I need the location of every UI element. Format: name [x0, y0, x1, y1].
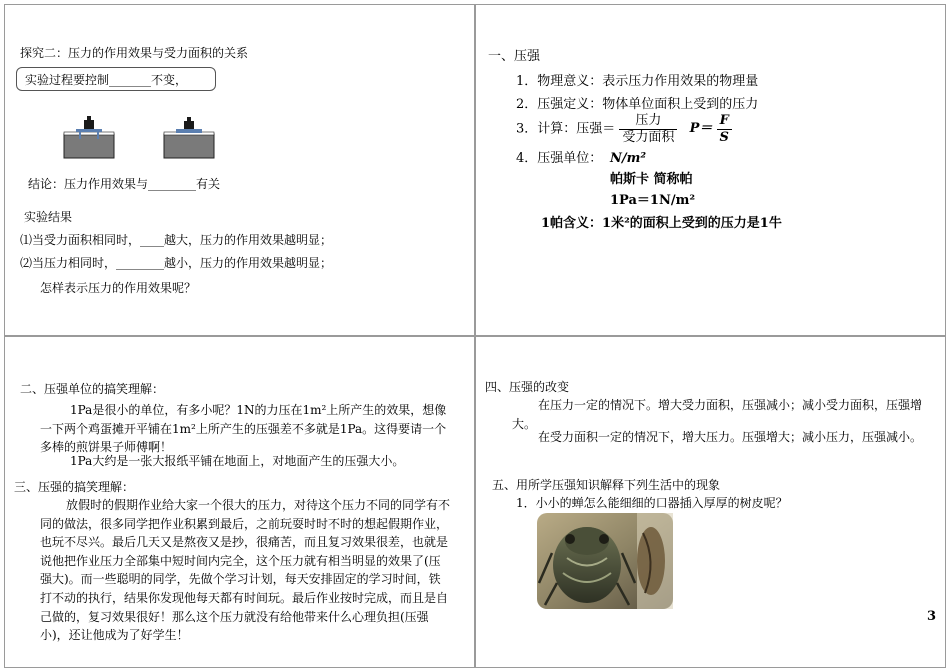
sponge-experiment-illustration [60, 112, 230, 160]
symbol-denominator: S [719, 129, 729, 145]
section-2-heading: 二、压强单位的搞笑理解： [20, 382, 165, 396]
result-item-1: ⑴当受力面积相同时，____越大，压力的作用效果越明显； [20, 233, 333, 247]
symbol-fraction [717, 113, 732, 145]
definition-pressure: 2．压强定义：物体单位面积上受到的压力 [516, 97, 759, 112]
unit-value: N/m² [610, 151, 647, 166]
experiment-title: 探究二：压力的作用效果与受力面积的关系 [20, 46, 249, 60]
symbol-numerator: F [717, 113, 732, 130]
fraction-denominator: 受力面积 [622, 129, 675, 145]
pressure-heading: 一、压强 [488, 49, 541, 64]
calculation-formula [516, 113, 732, 145]
result-title: 实验结果 [24, 210, 73, 224]
section-2-paragraph-1: 1Pa是很小的单位，有多小呢？1N的力压在1m²上所产生的效果，想像一下两个鸡蛋摊开平铺在1m²上所产生的压强差不多就是1Pa。这得要请一个多棒的煎饼果子师傅啊！ [40, 403, 447, 455]
conclusion-text: 结论：压力作用效果与________有关 [28, 177, 221, 191]
word-fraction [619, 113, 677, 145]
calculation-label: 3．计算：压强＝ [516, 121, 616, 137]
page-number: 3 [926, 609, 936, 624]
result-item-2: ⑵当压力相同时，________越小，压力的作用效果越明显； [20, 256, 333, 270]
section-2-paragraph-2: 1Pa大约是一张大报纸平铺在地面上，对地面产生的压强大小。 [70, 454, 405, 468]
question-text: 怎样表示压力的作用效果呢？ [40, 281, 197, 295]
experiment-setup-legs-up [164, 117, 214, 158]
unit-name: 帕斯卡 简称帕 [610, 172, 693, 187]
section-3-heading: 三、压强的搞笑理解： [14, 480, 135, 494]
unit-label: 4．压强单位： [516, 151, 603, 166]
section-5-heading: 五、用所学压强知识解释下列生活中的现象 [492, 478, 721, 492]
section-4-paragraph-2: 在受力面积一定的情况下，增大压力。压强增大；减小压力，压强减小。 [538, 430, 923, 444]
cicada-question: 1．小小的蝉怎么能细细的口器插入厚厚的树皮呢？ [516, 496, 788, 510]
definition-physical-meaning: 1．物理意义：表示压力作用效果的物理量 [516, 74, 759, 89]
section-4-heading: 四、压强的改变 [485, 380, 570, 394]
experiment-setup-legs-down [64, 116, 114, 158]
control-variable-text: 实验过程要控制_______不变， [25, 73, 188, 87]
p-formula-left: P＝ [689, 121, 713, 137]
fraction-numerator: 压力 [619, 113, 677, 130]
slide-panel-top-right [475, 4, 946, 336]
control-variable-box [16, 67, 216, 91]
pascal-meaning: 1帕含义：1米²的面积上受到的压力是1牛 [541, 216, 782, 231]
section-4-paragraph-1: 在压力一定的情况下。增大受力面积，压强减小；减小受力面积，压强增大。 [512, 398, 923, 431]
unit-equation: 1Pa＝1N/m² [610, 193, 696, 208]
section-3-paragraph: 放假时的假期作业给大家一个很大的压力，对待这个压力不同的同学有不同的做法，很多同学把作业积累到最后，之前玩耍时时不时的想起假期作业，也玩不尽兴。最后几天又是熬夜又是抄，很痛苦，而且复习效果很差，也就是说他把作业压力全部集中短时间内完全，这个压力就有相当明显的效果了(压强大)。而一些聪明的同学，先做个学习计划，每天安排固定的学习时间，铁打不动的执行，结果你发现他每天都有时间玩。最后作业按时完成，而且是自己做的，复习效果很好！那么这个压力就没有给他带来什么心理负担(压强小)，还让他成为了好学生！ [40, 498, 451, 643]
cicada-photo [537, 513, 673, 609]
